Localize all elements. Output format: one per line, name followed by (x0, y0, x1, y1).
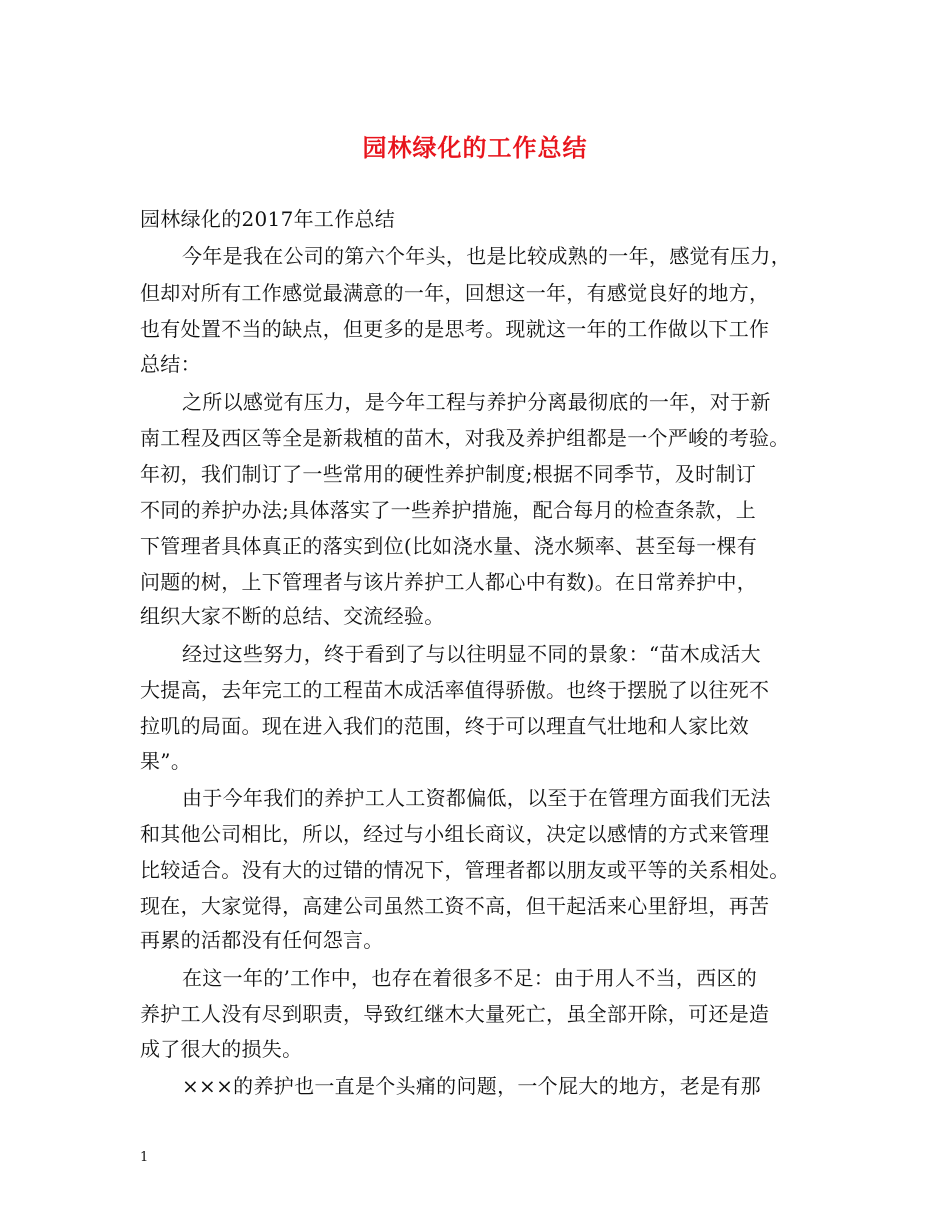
document-title: 园林绿化的工作总结 (362, 134, 588, 162)
subtitle-line: 园林绿化的2017年工作总结 (140, 207, 396, 231)
paragraph-line: 之所以感觉有压力，是今年工程与养护分离最彻底的一年，对于新 (182, 390, 771, 414)
paragraph-line: 养护工人没有尽到职责，导致红继木大量死亡，虽全部开除，可还是造 (140, 1002, 770, 1026)
paragraph-line: 果”。 (140, 749, 192, 773)
paragraph-line: 成了很大的损失。 (140, 1037, 303, 1061)
paragraph-line: 和其他公司相比，所以，经过与小组长商议，决定以感情的方式来管理 (140, 822, 770, 846)
paragraph-line: 问题的树，上下管理者与该片养护工人都心中有数)。在日常养护中， (140, 570, 758, 594)
paragraph-line: 也有处置不当的缺点，但更多的是思考。现就这一年的工作做以下工作 (140, 317, 770, 341)
paragraph-line: 比较适合。没有大的过错的情况下，管理者都以朋友或平等的关系相处。 (140, 858, 790, 882)
paragraph-line: 现在，大家觉得，高建公司虽然工资不高，但干起活来心里舒坦，再苦 (140, 894, 770, 918)
page-number: 1 (140, 1150, 149, 1165)
paragraph-line: ×××的养护也一直是个头痛的问题，一个屁大的地方，老是有那 (182, 1074, 761, 1098)
paragraph-line: 总结： (140, 352, 201, 376)
paragraph-line: 今年是我在公司的第六个年头，也是比较成熟的一年，感觉有压力， (182, 244, 791, 268)
paragraph-line: 在这一年的’工作中，也存在着很多不足：由于用人不当，西区的 (182, 966, 758, 990)
paragraph-line: 大提高，去年完工的工程苗木成活率值得骄傲。也终于摆脱了以往死不 (140, 678, 770, 702)
paragraph-line: 经过这些努力，终于看到了与以往明显不同的景象：“苗木成活大 (182, 642, 761, 666)
paragraph-line: 再累的活都没有任何怨言。 (140, 928, 384, 952)
paragraph-line: 下管理者具体真正的落实到位(比如浇水量、浇水频率、甚至每一棵有 (140, 534, 758, 558)
paragraph-line: 由于今年我们的养护工人工资都偏低，以至于在管理方面我们无法 (182, 786, 771, 810)
paragraph-line: 不同的养护办法;具体落实了一些养护措施，配合每月的检查条款，上 (140, 498, 757, 522)
paragraph-line: 年初，我们制订了一些常用的硬性养护制度;根据不同季节，及时制订 (140, 462, 757, 486)
paragraph-line: 组织大家不断的总结、交流经验。 (140, 604, 445, 628)
paragraph-line: 拉叽的局面。现在进入我们的范围，终于可以理直气壮地和人家比效 (140, 714, 749, 738)
paragraph-line: 但却对所有工作感觉最满意的一年，回想这一年，有感觉良好的地方， (140, 281, 770, 305)
paragraph-line: 南工程及西区等全是新栽植的苗木，对我及养护组都是一个严峻的考验。 (140, 426, 790, 450)
